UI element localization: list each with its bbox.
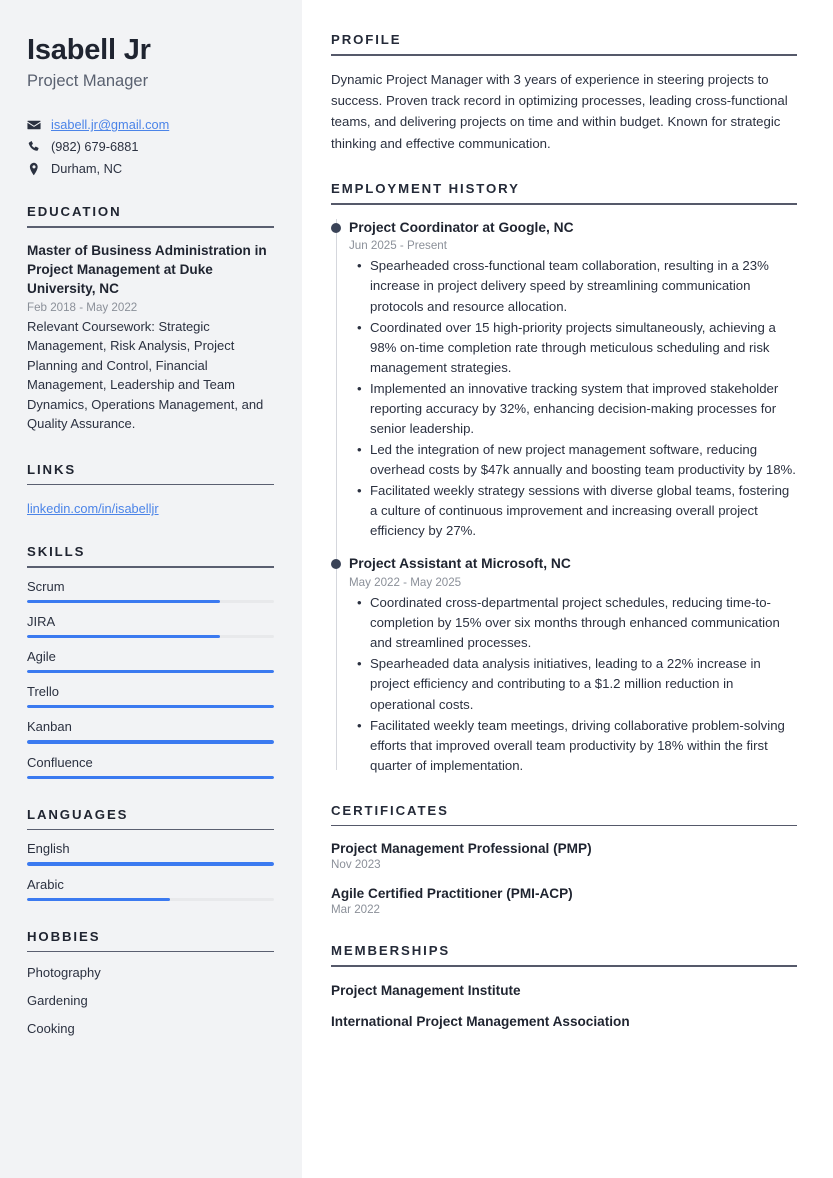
skill-bar-track (27, 776, 274, 779)
candidate-name: Isabell Jr (27, 34, 151, 66)
divider (27, 484, 274, 486)
language-label: English (27, 841, 70, 857)
skill-label: JIRA (27, 613, 56, 629)
section-employment-history (331, 181, 797, 776)
certificate-date: Mar 2022 (331, 903, 380, 917)
job-role: Project Coordinator at Google, NC (349, 219, 574, 235)
section-memberships (331, 943, 797, 1029)
section-heading-skills: SKILLS (27, 544, 86, 560)
skill-bar-track (27, 635, 274, 638)
contact-row-email[interactable] (27, 117, 274, 132)
skill-item (27, 579, 274, 603)
section-certificates (331, 803, 797, 917)
skill-label: Scrum (27, 578, 65, 594)
section-heading-languages: LANGUAGES (27, 806, 129, 822)
section-heading-profile: PROFILE (331, 32, 402, 47)
job-bullet: • Coordinated cross-departmental project schedules, reducing time-to-completion by 15% over six months through enhanced communication and streamlined processes. (370, 593, 797, 653)
skill-item (27, 755, 274, 779)
skill-item (27, 649, 274, 673)
section-hobbies (27, 929, 274, 1037)
timeline-dot-icon (331, 223, 341, 233)
skill-bar-fill (27, 670, 274, 673)
skill-label: Kanban (27, 719, 72, 735)
language-bar-track (27, 898, 274, 901)
linkedin-link[interactable]: linkedin.com/in/isabelljr (27, 501, 159, 517)
profile-text: Dynamic Project Manager with 3 years of experience in steering projects to success. Proven track record in optimizing processes, leading cross-functional teams, and delivering projects on time and within budget. Known for strategic thinking and effective communication. (331, 71, 788, 151)
section-heading-certificates: CERTIFICATES (331, 802, 449, 818)
contact-list (27, 117, 274, 176)
job-bullet: • Facilitated weekly team meetings, driving collaborative problem-solving efforts that improved overall team productivity by 18% within the first quarter of implementation. (370, 716, 797, 776)
divider (27, 566, 274, 568)
job-entry (331, 219, 797, 542)
job-bullet: • Led the integration of new project management software, reducing overhead costs by $47k annually and boosting team productivity by 18%. (370, 440, 797, 480)
divider (331, 965, 797, 967)
hobby-item: Photography (27, 965, 101, 981)
education-date: Feb 2018 - May 2022 (27, 300, 138, 314)
skill-bar-track (27, 670, 274, 673)
membership-item: International Project Management Association (331, 1013, 630, 1029)
skill-bar-track (27, 740, 274, 743)
email-link[interactable]: isabell.jr@gmail.com (51, 117, 170, 133)
section-heading-employment: EMPLOYMENT HISTORY (331, 181, 520, 196)
language-bar-fill (27, 898, 170, 901)
certificate-item (331, 886, 797, 916)
language-label: Arabic (27, 876, 64, 892)
location-pin-icon (27, 162, 41, 176)
divider (27, 226, 274, 228)
job-bullet: • Spearheaded data analysis initiatives, leading to a 22% increase in project efficiency and contributing to a $1.2 million reduction in operational costs. (370, 654, 797, 714)
job-bullet-list (349, 593, 797, 776)
section-heading-hobbies: HOBBIES (27, 928, 101, 944)
job-date: May 2022 - May 2025 (349, 576, 462, 590)
timeline-dot-icon (331, 559, 341, 569)
job-bullet-list (349, 256, 797, 541)
divider (331, 825, 797, 827)
certificate-date: Nov 2023 (331, 858, 381, 872)
job-bullet: • Implemented an innovative tracking system that improved stakeholder reporting accuracy by 32%, enhancing decision-making processes for senior leadership. (370, 379, 797, 439)
skill-bar-fill (27, 635, 220, 638)
education-degree: Master of Business Administration in Project Management at Duke University, NC (27, 242, 267, 297)
section-links (27, 462, 274, 517)
section-heading-links: LINKS (27, 461, 77, 477)
skill-bar-fill (27, 740, 274, 743)
section-languages (27, 807, 274, 901)
section-heading-memberships: MEMBERSHIPS (331, 943, 451, 959)
location-value: Durham, NC (51, 161, 123, 177)
skill-label: Trello (27, 684, 60, 700)
skill-bar-fill (27, 705, 274, 708)
skill-label: Confluence (27, 754, 93, 770)
contact-row-location (27, 161, 274, 176)
job-bullet: • Spearheaded cross-functional team collaboration, resulting in a 23% increase in project delivery speed by streamlining communication protocols and resource allocation. (370, 256, 797, 316)
skill-bar-track (27, 600, 274, 603)
membership-item: Project Management Institute (331, 982, 521, 998)
skill-bar-fill (27, 600, 220, 603)
job-date: Jun 2025 - Present (349, 239, 447, 253)
language-bar-track (27, 862, 274, 865)
envelope-icon (27, 118, 41, 132)
certificate-title: Agile Certified Practitioner (PMI-ACP) (331, 886, 573, 902)
skill-label: Agile (27, 649, 56, 665)
skill-bar-fill (27, 776, 274, 779)
job-entry (331, 555, 797, 775)
section-profile (331, 32, 797, 154)
contact-row-phone (27, 139, 274, 154)
education-item (27, 241, 274, 434)
certificate-title: Project Management Professional (PMP) (331, 841, 592, 857)
hobby-item: Gardening (27, 993, 88, 1009)
employment-timeline (331, 219, 797, 776)
job-bullet: • Facilitated weekly strategy sessions with diverse global teams, fostering a culture of continuous improvement and increasing overall project efficiency by 27%. (370, 481, 797, 541)
job-role: Project Assistant at Microsoft, NC (349, 556, 571, 572)
job-bullet: • Coordinated over 15 high-priority projects simultaneously, achieving a 98% on-time completion rate through meticulous scheduling and risk management strategies. (370, 318, 797, 378)
section-education (27, 204, 274, 433)
phone-value: (982) 679-6881 (51, 139, 139, 155)
section-heading-education: EDUCATION (27, 204, 122, 220)
language-item (27, 841, 274, 865)
phone-icon (27, 140, 41, 154)
divider (331, 203, 797, 205)
language-item (27, 877, 274, 901)
sidebar (0, 0, 302, 1178)
main-content (302, 0, 833, 1178)
skill-bar-track (27, 705, 274, 708)
divider (27, 951, 274, 953)
education-description: Relevant Coursework: Strategic Management, Risk Analysis, Project Planning and Control, Financial Management, Leadership and Team Dynamics, Operations Management, and Quality Assurance. (27, 318, 264, 432)
section-skills (27, 544, 274, 779)
hobby-item: Cooking (27, 1021, 75, 1037)
divider (331, 54, 797, 56)
language-bar-fill (27, 862, 274, 865)
link-item[interactable] (27, 501, 274, 516)
skill-item (27, 719, 274, 743)
certificate-item (331, 841, 797, 871)
skill-item (27, 614, 274, 638)
divider (27, 829, 274, 831)
candidate-job-title: Project Manager (27, 72, 149, 91)
skill-item (27, 684, 274, 708)
